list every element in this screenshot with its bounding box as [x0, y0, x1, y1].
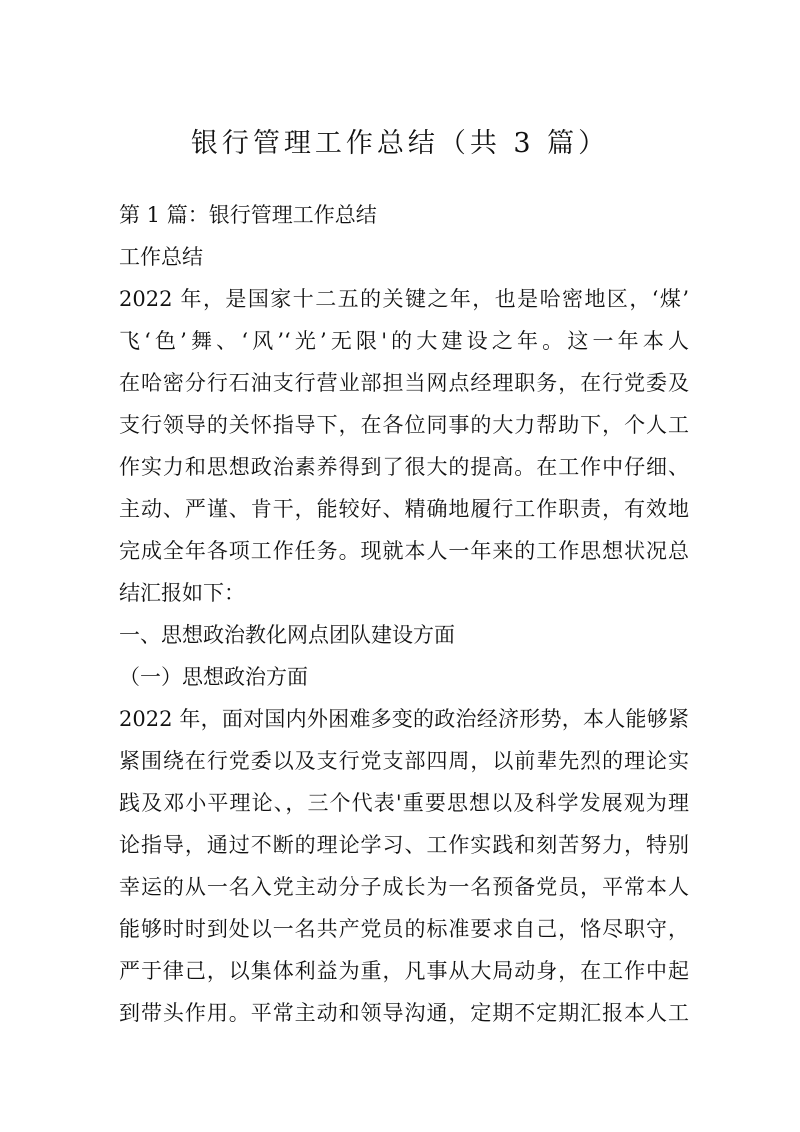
- document-title: 银行管理工作总结（共 3 篇）: [190, 128, 610, 159]
- body-line: 践及邓小平理论、，三个代表'重要思想以及科学发展观为理: [119, 791, 689, 815]
- body-line: 主动、严谨、肯干，能较好、精确地履行工作职责，有效地: [119, 497, 689, 521]
- body-line: 2022 年，面对国内外困难多变的政治经济形势，本人能够紧: [119, 707, 689, 731]
- body-line: 到带头作用。平常主动和领导沟通，定期不定期汇报本人工: [119, 1001, 689, 1025]
- body-line: 紧围绕在行党委以及支行党支部四周，以前辈先烈的理论实: [119, 749, 689, 773]
- chapter-heading: 第 1 篇：银行管理工作总结: [119, 203, 377, 227]
- body-line: 论指导，通过不断的理论学习、工作实践和刻苦努力，特别: [119, 833, 689, 857]
- body-line: 支行领导的关怀指导下，在各位同事的大力帮助下，个人工: [119, 413, 689, 437]
- document-body: [119, 194, 689, 1034]
- body-line: 幸运的从一名入党主动分子成长为一名预备党员，平常本人: [119, 875, 689, 899]
- subsection-heading: 一、思想政治教化网点团队建设方面: [119, 623, 455, 647]
- section-heading: 工作总结: [119, 245, 203, 269]
- body-line: 严于律己，以集体利益为重，凡事从大局动身，在工作中起: [119, 959, 689, 983]
- subsection-heading: （一）思想政治方面: [119, 665, 308, 689]
- body-line: 2022 年，是国家十二五的关键之年，也是哈密地区，‘煤’: [119, 287, 689, 311]
- body-line: 完成全年各项工作任务。现就本人一年来的工作思想状况总: [119, 539, 689, 563]
- body-line: 在哈密分行石油支行营业部担当网点经理职务，在行党委及: [119, 371, 689, 395]
- body-line: 结汇报如下：: [119, 581, 245, 605]
- body-line: 飞‘色’舞、‘风’‘光’无限'的大建设之年。这一年本人: [119, 329, 689, 353]
- body-line: 作实力和思想政治素养得到了很大的提高。在工作中仔细、: [119, 455, 689, 479]
- body-line: 能够时时到处以一名共产党员的标准要求自己，恪尽职守，: [119, 917, 689, 941]
